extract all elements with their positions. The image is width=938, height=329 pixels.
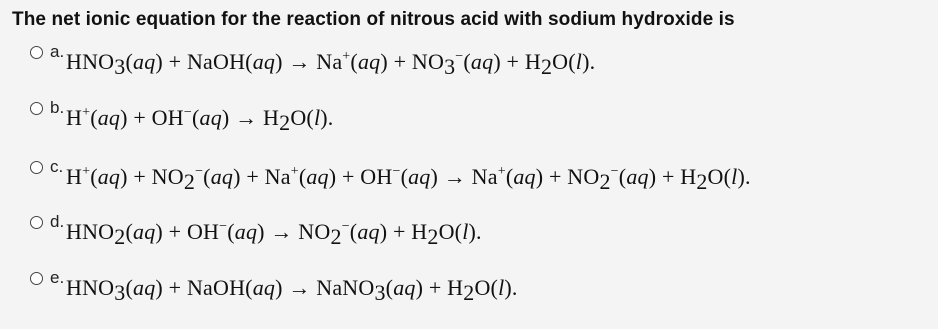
radio-button-c[interactable] (30, 161, 43, 174)
option-letter: e. (50, 268, 65, 287)
equation-c: $H^+(aq) + NO_2^-(aq) + Na^+(aq) + OH^-(aq) \to Na^+(aq) + NO_2^-(aq) + H_2O(l)$. (66, 164, 751, 194)
option-letter: d. (50, 212, 65, 231)
equation-e: $HNO_3(aq)$ + NaOH(aq) → NaNO$_3$(aq) + $H_2O(l)$. (66, 275, 518, 305)
radio-button-b[interactable] (30, 102, 43, 115)
equation-b: $H^+(aq) + OH^-(aq) \to H_2O(l)$. (66, 105, 334, 135)
option-letter: a. (50, 42, 65, 61)
radio-button-d[interactable] (30, 216, 43, 229)
option-letter: b. (50, 98, 65, 117)
option-letter: c. (50, 157, 64, 176)
radio-button-a[interactable] (30, 46, 43, 59)
radio-button-e[interactable] (30, 272, 43, 285)
equation-a: $HNO_3(aq)$ + NaOH(aq) → $Na^+(aq) + NO_3^-(aq) + H_2O(l)$. (66, 49, 596, 79)
question-text: The net ionic equation for the reaction of nitrous acid with sodium hydroxide is (12, 9, 735, 30)
equation-d: $HNO_2(aq) + OH^-(aq) \to NO_2^-(aq) + H_2O(l)$. (66, 219, 482, 249)
